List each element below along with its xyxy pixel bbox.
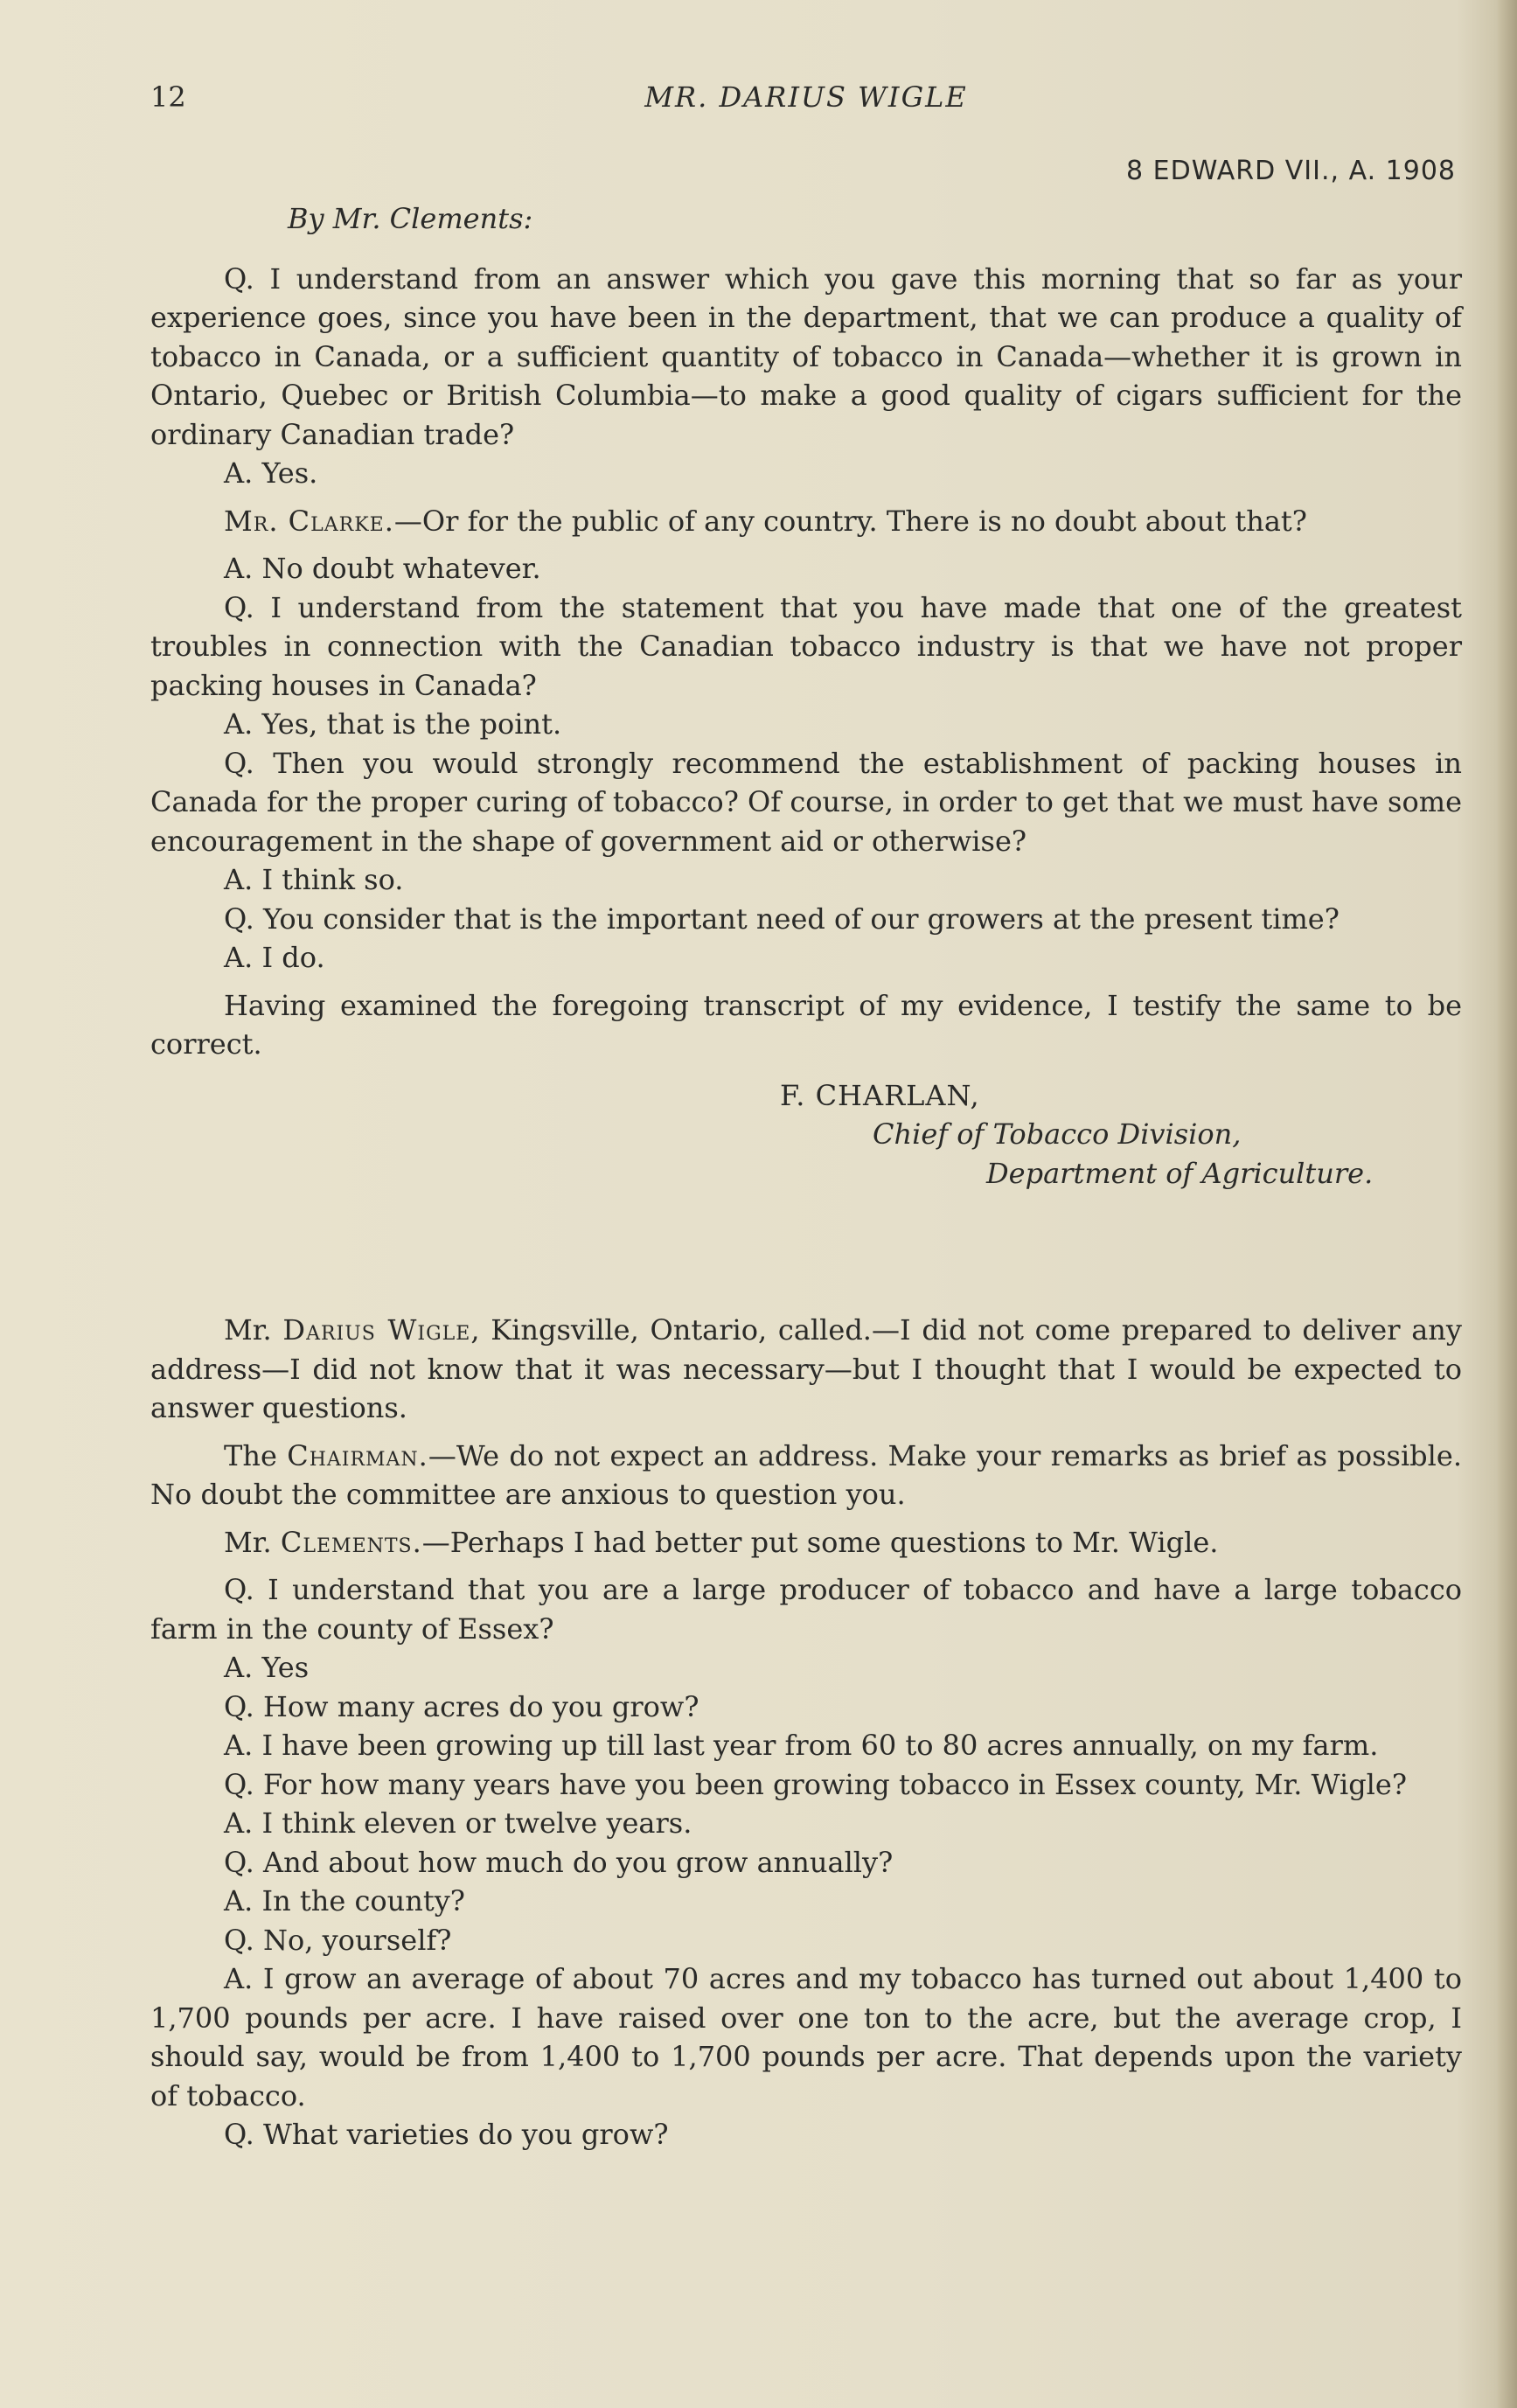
answer-paragraph: A. I grow an average of about 70 acres and my tobacco has turned out about 1,400 to 1,700 pounds per acre. I have raised over one ton to the acre, but the average crop, I should say, would be from 1,400 to 1,700 pounds per acre. That depends upon the variety of tobacco. [150, 1962, 1462, 2112]
answer-paragraph: A. I have been growing up till last year from 60 to 80 acres annually, on my farm. [224, 1729, 1379, 1762]
speaker-paragraph [150, 502, 1462, 541]
speaker-name: Mr. Clarke. [224, 504, 394, 538]
question-paragraph: Q. I understand from an answer which you gave this morning that so far as your experience goes, since you have been in the department, that we can produce a quality of tobacco in Canada, or a sufficient quantity of tobacco in Canada—whether it is grown in Ontario, Quebec or British Columbia—to make a good quality of cigars sufficient for the ordinary Canadian trade? [150, 261, 1462, 451]
question-paragraph: Q. For how many years have you been growing tobacco in Essex county, Mr. Wigle? [224, 1767, 1407, 1801]
speaker-name: Darius Wigle [282, 1313, 471, 1347]
speaker-text: —Or for the public of any country. There is no doubt about that? [393, 504, 1307, 538]
question-paragraph: Q. And about how much do you grow annually? [224, 1845, 894, 1879]
page-edge [1498, 0, 1517, 2408]
answer-paragraph: A. No doubt whatever. [224, 552, 541, 585]
speaker-name: Chairman. [287, 1438, 428, 1472]
speaker-name: Clements. [280, 1525, 422, 1559]
answer-paragraph: A. I do. [224, 941, 325, 974]
speaker-text: , Kingsville, Ontario, called.—I did not come prepared to deliver any address—I did not know that it was necessary—but I thought that I would be expected to answer questions. [150, 1313, 1462, 1424]
speaker-text: —Perhaps I had better put some questions to Mr. Wigle. [421, 1525, 1219, 1559]
answer-paragraph: A. In the county? [224, 1884, 465, 1917]
question-paragraph: Q. I understand from the statement that you have made that one of the greatest troubles in connection with the Canadian tobacco industry is that we have not proper packing houses in Canada? [150, 590, 1462, 702]
speaker-prefix: The [224, 1438, 288, 1472]
speaker-prefix: Mr. [224, 1525, 281, 1559]
answer-paragraph: A. Yes. [224, 456, 318, 490]
answer-paragraph: A. Yes [224, 1651, 310, 1684]
answer-paragraph: A. I think so. [224, 863, 404, 896]
transcript-body [150, 199, 1462, 2154]
running-title: MR. DARIUS WIGLE [644, 80, 968, 114]
speaker-text: —We do not expect an address. Make your remarks as brief as possible. No doubt the committee are anxious to question you. [150, 1438, 1463, 1511]
signature-block [150, 1076, 1462, 1194]
answer-paragraph: A. I think eleven or twelve years. [224, 1806, 692, 1840]
question-paragraph: Q. I understand that you are a large producer of tobacco and have a large tobacco farm in the county of Essex? [150, 1573, 1462, 1646]
signatory-name: F. CHARLAN, [780, 1078, 980, 1112]
question-paragraph: Q. No, yourself? [224, 1923, 452, 1957]
examiner-byline: By Mr. Clements: [288, 202, 533, 235]
second-witness-section [150, 1311, 1462, 2154]
speaker-paragraph [150, 1523, 1462, 1562]
session-reference: 8 EDWARD VII., A. 1908 [1126, 156, 1456, 186]
question-paragraph: Q. You consider that is the important need of our growers at the present time? [224, 901, 1340, 936]
question-paragraph: Q. How many acres do you grow? [224, 1689, 699, 1723]
signatory-department: Department of Agriculture. [986, 1156, 1374, 1190]
speaker-paragraph [150, 1437, 1462, 1514]
testimony-paragraph: Having examined the foregoing transcript of my evidence, I testify the same to be correct. [150, 988, 1462, 1061]
speaker-prefix: Mr. [224, 1313, 283, 1347]
page-number: 12 [150, 80, 186, 114]
question-paragraph: Q. What varieties do you grow? [224, 2118, 669, 2151]
page-header [150, 80, 1462, 124]
witness-introduction [150, 1311, 1462, 1428]
answer-paragraph: A. Yes, that is the point. [224, 707, 562, 741]
signatory-title: Chief of Tobacco Division, [873, 1117, 1242, 1151]
question-paragraph: Q. Then you would strongly recommend the establishment of packing houses in Canada for the proper curing of tobacco? Of course, in order to get that we must have some encouragement in the shape of government aid or otherwise? [150, 746, 1462, 858]
